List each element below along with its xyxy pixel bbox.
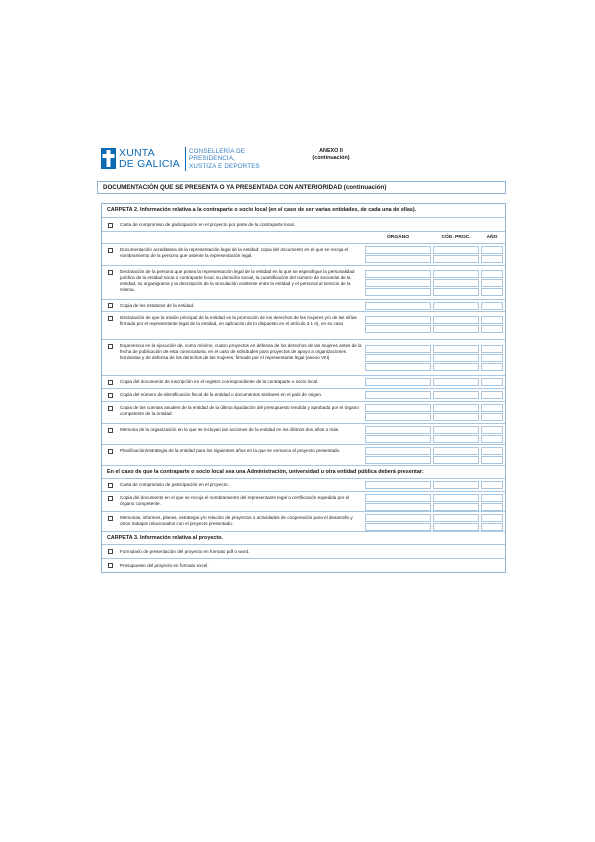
column-header-ano: AÑO [486,235,498,240]
organo-field[interactable] [365,325,431,333]
annex-subtitle: (continuación) [312,155,350,161]
section-header-carpeta-3 [102,532,505,545]
section-title: CARPETA 3. Información relativa al proyecto. [107,535,223,541]
organo-field[interactable] [365,270,431,278]
cod-proc-field[interactable] [433,255,479,263]
checklist-row [102,545,505,559]
cod-proc-field[interactable] [433,288,479,296]
organo-field[interactable] [365,279,431,287]
checklist-row [102,300,505,312]
cod-proc-field[interactable] [433,447,479,455]
organo-field[interactable] [365,413,431,421]
logo-divider [185,147,186,171]
organo-field[interactable] [365,503,431,511]
document-checkbox[interactable] [108,270,113,275]
document-label: Documentación acreditativa de la representación legal de la entidad: copia del documento en el que se recoja el nombramiento de la persona que ostente la representación legal. [120,247,349,258]
department-line-2: PRESIDENCIA, [189,155,236,163]
document-label: Presupuesto del proyecto en formato excel. [120,563,209,568]
checklist-row [102,445,505,466]
document-label: Copia del documento en el que se recoja el nombramiento del representante legal o certificación expedida por el órgano competente. [120,495,350,506]
document-label: Formulario de presentación del proyecto en formato pdf o word. [120,549,250,554]
cod-proc-field[interactable] [433,279,479,287]
checklist-row [102,266,505,300]
checklist-row [102,312,505,340]
cod-proc-field[interactable] [433,363,479,371]
checklist-row [102,479,505,492]
cod-proc-field[interactable] [433,302,479,310]
department-line-1: CONSELLERÍA DE [189,148,246,155]
organo-field[interactable] [365,447,431,455]
cod-proc-field[interactable] [433,456,479,464]
cod-proc-field[interactable] [433,481,479,489]
ano-field[interactable] [481,288,503,296]
cod-proc-field[interactable] [433,435,479,443]
organo-field[interactable] [365,435,431,443]
organo-field[interactable] [365,345,431,353]
document-label: Copia del documento de inscripción en el registro correspondiente de la contraparte o socio local. [120,379,319,384]
ano-field[interactable] [481,270,503,278]
section-title: CARPETA 2. Información relativa a la contraparte o socio local (en el caso de ser varias entidades, de cada una de ellas). [107,207,417,213]
checklist-row [102,244,505,266]
ano-field[interactable] [481,435,503,443]
ano-field[interactable] [481,255,503,263]
organo-field[interactable] [365,404,431,412]
cod-proc-field[interactable] [433,413,479,421]
document-checkbox[interactable] [108,549,113,554]
ano-field[interactable] [481,302,503,310]
organo-field[interactable] [365,302,431,310]
document-checkbox[interactable] [108,496,113,501]
document-label: Copia de las cuentas anuales de la entidad de la última liquidación del presupuesto rendida y aprobada por el órgano competente de la entidad. [120,405,359,416]
document-label: Memorias, informes, planes, estrategia y/o relación de proyectos o actividades de cooperación para el desarrollo y otros trabajos relacionados con el proyecto presentado. [120,515,353,526]
ano-field[interactable] [481,514,503,522]
organo-field[interactable] [365,246,431,254]
document-label: Planificación/estrategia de la entidad para los siguientes años en la que se enmarca el proyecto presentado. [120,448,341,453]
ano-field[interactable] [481,456,503,464]
document-checkbox[interactable] [108,516,113,521]
ano-field[interactable] [481,494,503,502]
ano-field[interactable] [481,523,503,531]
ano-field[interactable] [481,404,503,412]
cod-proc-field[interactable] [433,391,479,399]
document-checkbox[interactable] [108,483,113,488]
organo-field[interactable] [365,363,431,371]
organo-field[interactable] [365,514,431,522]
document-title: DOCUMENTACIÓN QUE SE PRESENTA O YA PRESENTADA CON ANTERIORIDAD (continuación) [97,181,506,194]
organo-field[interactable] [365,494,431,502]
cod-proc-field[interactable] [433,494,479,502]
cod-proc-field[interactable] [433,503,479,511]
organo-field[interactable] [365,426,431,434]
document-checkbox[interactable] [108,406,113,411]
document-label: Copia de los estatutos de la entidad. [120,303,195,308]
ano-field[interactable] [481,447,503,455]
organo-field[interactable] [365,316,431,324]
cod-proc-field[interactable] [433,523,479,531]
annex-label [301,148,361,162]
organo-field[interactable] [365,456,431,464]
page-header [101,147,511,173]
cod-proc-field[interactable] [433,514,479,522]
cod-proc-field[interactable] [433,404,479,412]
document-label: Declaración de que la misión principal de la entidad es la promoción de los derechos de las mujeres y/o de las niñas firmada por el representante legal de la entidad, en aplicación de lo dispuesto en el artículo 3.1 e), en su caso [120,315,357,326]
checklist-row [102,424,505,445]
column-header-organo: ÓRGANO [386,235,409,240]
document-checkbox[interactable] [108,303,113,308]
organo-field[interactable] [365,255,431,263]
checklist-row [102,376,505,389]
document-checkbox[interactable] [108,563,113,568]
column-header-cod-proc: CÓD. PROC. [441,235,471,240]
organo-field[interactable] [365,378,431,386]
checklist-row [102,559,505,572]
section-header-carpeta-2 [102,204,505,218]
ano-field[interactable] [481,363,503,371]
ano-field[interactable] [481,481,503,489]
ano-field[interactable] [481,426,503,434]
ano-field[interactable] [481,316,503,324]
document-checkbox[interactable] [108,316,113,321]
annex-title: ANEXO II [319,148,343,154]
logo-line-1: XUNTA [119,147,155,159]
document-label: Copia del número de identificación fiscal de la entidad o documentos similares en el país de origen. [120,392,323,397]
checklist-row [102,389,505,402]
document-checkbox[interactable] [108,380,113,385]
checklist-row [102,402,505,424]
document-checkbox[interactable] [108,248,113,253]
ano-field[interactable] [481,391,503,399]
document-label: Carta de compromiso de participación en el proyecto por parte de la contraparte local. [120,222,295,227]
xunta-logo-text [119,148,180,169]
document-label: Carta de compromiso de participación en el proyecto. [120,482,229,487]
cod-proc-field[interactable] [433,426,479,434]
document-checkbox[interactable] [108,223,113,228]
document-label: Experiencia en la ejecución de, como mínimo, cuatro proyectos en defensa de los derechos de las mujeres antes de la fecha de publicación de esta convocatoria, en el caso de solicitudes para proyectos de apoyo a organizaciones feministas y de defensa de los derechos de las mujeres, firmado por el representante legal (anexo VIII) [120,343,362,360]
ano-field[interactable] [481,279,503,287]
ano-field[interactable] [481,378,503,386]
ano-field[interactable] [481,345,503,353]
organo-field[interactable] [365,391,431,399]
cod-proc-field[interactable] [433,246,479,254]
document-checkbox[interactable] [108,393,113,398]
section-header-public-entity [102,466,505,479]
cod-proc-field[interactable] [433,354,479,362]
organo-field[interactable] [365,481,431,489]
xunta-cross-icon [101,148,116,169]
checklist-row [102,340,505,376]
document-label: Declaración de la persona que posea la representación legal de la entidad en la que se especifique la personalidad jurídica de la entidad socia o contraparte local, su domicilio social, la cuantificación del número de socios/as de la entidad, su organigrama y la descripción de la vinculación existente entre la entidad y el personal al servicio de la misma. [120,269,355,292]
cod-proc-field[interactable] [433,345,479,353]
ano-field[interactable] [481,413,503,421]
document-label: Memoria de la organización en la que se incluyan las acciones de la entidad en los últimos dos años o más. [120,427,340,432]
department-name [189,148,260,170]
ano-field[interactable] [481,246,503,254]
cod-proc-field[interactable] [433,378,479,386]
logo-line-2: DE GALICIA [119,157,180,170]
ano-field[interactable] [481,325,503,333]
organo-field[interactable] [365,354,431,362]
ano-field[interactable] [481,503,503,511]
document-checkbox[interactable] [108,449,113,454]
organo-field[interactable] [365,288,431,296]
checklist-row [102,512,505,532]
checklist-row [102,218,505,232]
documentation-form [101,203,506,573]
ano-field[interactable] [481,354,503,362]
document-checkbox[interactable] [108,428,113,433]
cod-proc-field[interactable] [433,325,479,333]
department-line-3: XUSTIZA E DEPORTES [189,162,260,170]
organo-field[interactable] [365,523,431,531]
cod-proc-field[interactable] [433,270,479,278]
checklist-row [102,492,505,512]
document-checkbox[interactable] [108,344,113,349]
column-header-row [102,232,505,244]
cod-proc-field[interactable] [433,316,479,324]
section-title: En el caso de que la contraparte o socio local sea una Administración, universidad u otra entidad pública deberá presentar: [107,469,424,475]
